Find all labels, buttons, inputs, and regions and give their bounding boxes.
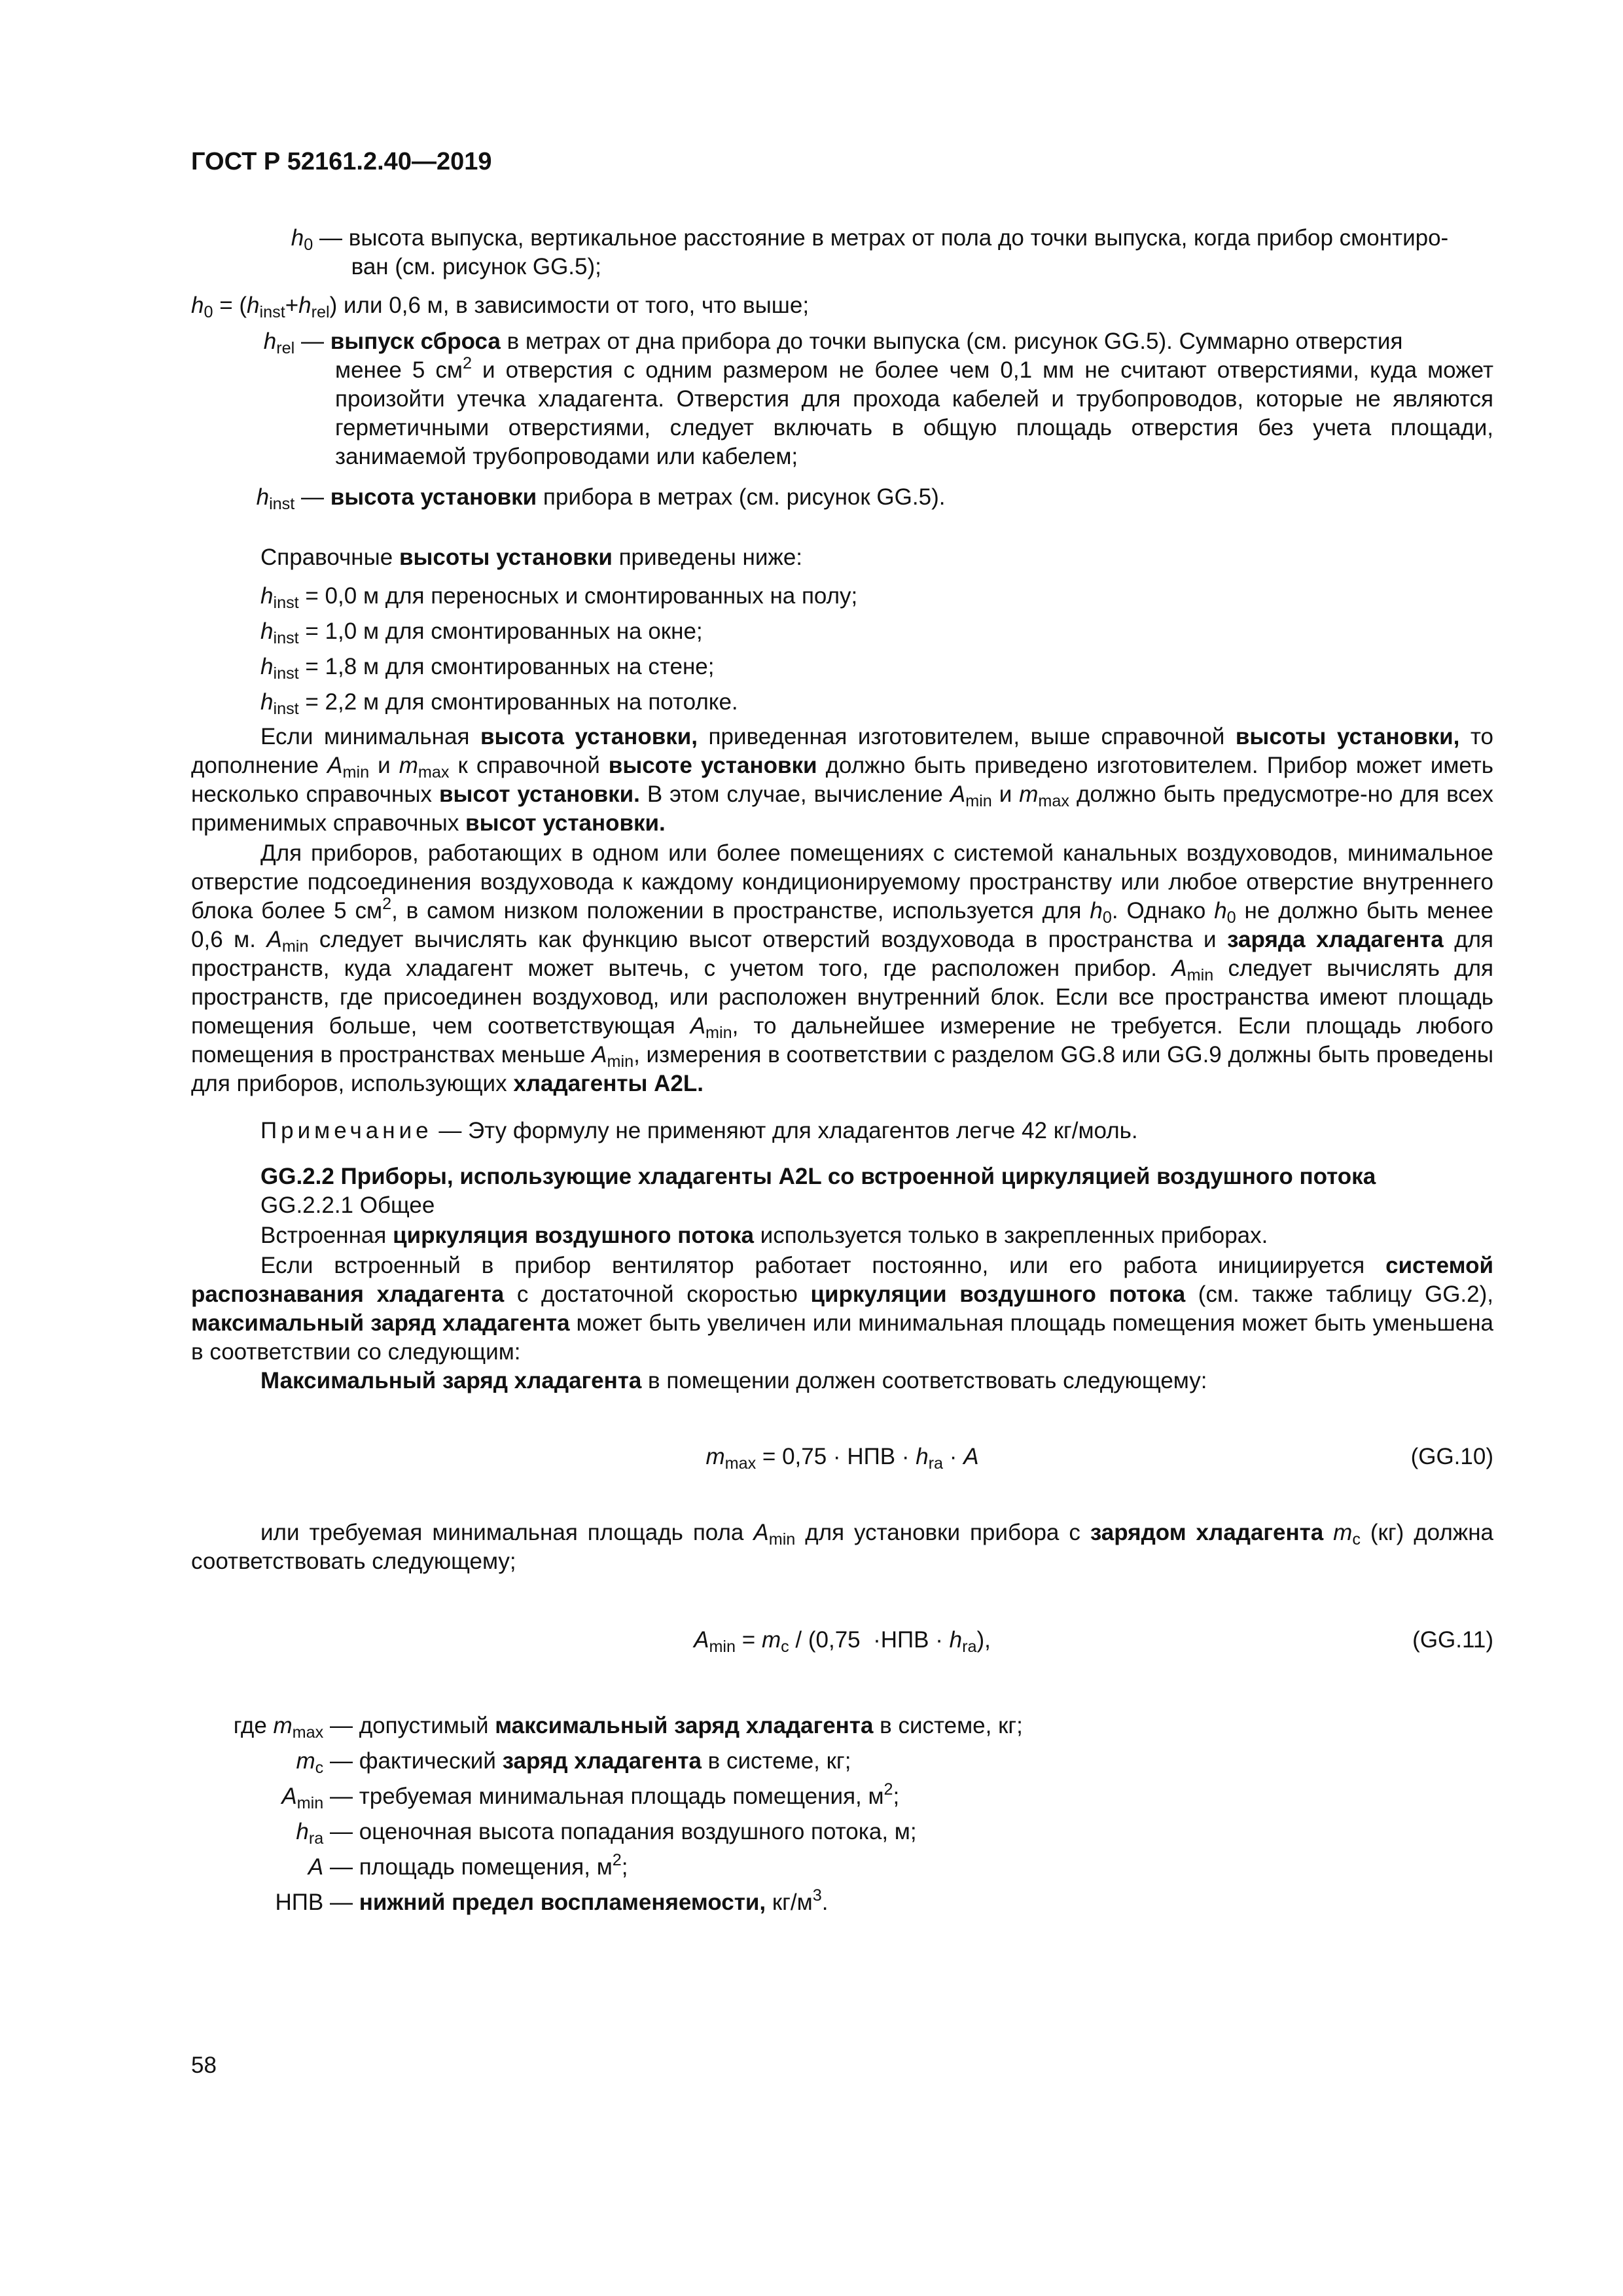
formula-gg10-number: (GG.10) <box>1410 1444 1493 1469</box>
section-title: GG.2.2 Приборы, использующие хладагенты A2L со встроенной циркуляцией воздушного потока <box>260 1164 1376 1189</box>
reference-height-item: $h_{inst} = 1,8$ м для смонтированных на стене; <box>260 654 715 683</box>
term-hinst: $h_{inst}$ <box>256 484 295 514</box>
page-number: 58 <box>191 2053 217 2078</box>
definition-h0 <box>191 224 1493 281</box>
reference-height-item: $h_{inst} = 0,0$ м для переносных и смонтированных на полу; <box>260 583 858 613</box>
where-desc: — оценочная высота попадания воздушного потока, м; <box>330 1819 917 1844</box>
paragraph-max-charge: Максимальный заряд хладагента в помещении должен соответствовать следующему: <box>260 1368 1207 1393</box>
where-item <box>191 1885 1493 1920</box>
subsection-title: GG.2.2.1 Общее <box>260 1193 435 1218</box>
definition-hrel <box>191 327 1493 471</box>
document-page <box>191 0 1493 2296</box>
term-h0: $h_0$ <box>291 225 313 255</box>
paragraph-fan: Если встроенный в прибор вентилятор работает постоянно, или его работа инициируется системой распознавания хладагента с достаточной скоростью циркуляции воздушного потока (см. также таблицу GG.2), максимальный заряд хладагента может быть увеличен или минимальная площадь помещения может быть уменьшена в соответствии со следующим: <box>191 1253 1493 1365</box>
reference-heights-intro: Справочные высоты установки приведены ниже: <box>260 545 803 570</box>
formula-gg10-expression: $m_{max} = 0,75$ · НПВ · $h_{ra} \cdot A$ <box>705 1444 979 1473</box>
where-desc: — допустимый максимальный заряд хладагента в системе, кг; <box>330 1713 1023 1738</box>
where-item <box>191 1814 1493 1850</box>
where-term: $m_c$ <box>296 1748 324 1778</box>
h0-rule: $h_0 = (h_{inst}+h_{rel})$ или 0,6 м, в зависимости от того, что выше; <box>191 293 810 322</box>
formula-gg10 <box>191 1443 1493 1471</box>
reference-heights-list <box>191 579 1493 720</box>
where-item <box>191 1779 1493 1814</box>
paragraph-min-area: или требуемая минимальная площадь пола $A_{min}$ для установки прибора с зарядом хладагента $m_c$ (кг) должна соответствовать следующему; <box>191 1520 1493 1574</box>
where-term: $A_{min}$ <box>281 1784 324 1813</box>
where-item <box>191 1850 1493 1885</box>
paragraph-min-height: Если минимальная высота установки, приведенная изготовителем, выше справочной высоты установки, то дополнение $A_{min}$ и $m_{max}$ к справочной высоте установки должно быть приведено изготовителем. Прибор может иметь несколько справочных высот установки. В этом случае, вычисление $A_{min}$ и $m_{max}$ должно быть предусмотре-но для всех применимых справочных высот установки. <box>191 724 1494 836</box>
formula-gg11-number: (GG.11) <box>1412 1627 1493 1653</box>
where-item <box>191 1744 1493 1779</box>
definition-hinst <box>191 483 1493 512</box>
where-list <box>191 1708 1493 1920</box>
paragraph-builtin: Встроенная циркуляция воздушного потока используется только в закрепленных приборах. <box>260 1223 1268 1248</box>
where-desc: — требуемая минимальная площадь помещения, $м^2$; <box>330 1780 900 1809</box>
reference-height-item: $h_{inst} = 1,0$ м для смонтированных на окне; <box>260 619 703 648</box>
where-term: $h_{ra}$ <box>296 1819 324 1848</box>
where-desc: — площадь помещения, $м^2$; <box>330 1851 628 1880</box>
term-hrel: $h_{rel}$ <box>263 329 295 358</box>
where-item <box>191 1708 1493 1744</box>
where-term: где $m_{max}$ <box>233 1713 324 1742</box>
definition-hinst-text: — высота установки прибора в метрах (см. рисунок GG.5). <box>301 484 946 510</box>
where-desc: — нижний предел воспламеняемости, $кг/м^3$. <box>330 1886 829 1915</box>
paragraph-ducted: Для приборов, работающих в одном или более помещениях с системой канальных воздуховодов, минимальное отверстие подсоединения воздуховода к каждому кондиционируемому пространству или любое отверстие внутреннего блока более 5 $см^2$, в самом низком положении в пространстве, используется для $h_0$. Однако $h_0$ не должно быть менее 0,6 м. $A_{min}$ следует вычислять как функцию высот отверстий воздуховода в пространства и заряда хладагента для пространств, куда хладагент может вытечь, с учетом того, где расположен прибор. $A_{min}$ следует вычислять для пространств, где присоединен воздуховод, или расположен внутренний блок. Если все пространства имеют площадь помещения больше, чем соответствующая $A_{min}$, то дальнейшее измерение не требуется. Если площадь любого помещения в пространствах меньше $A_{min}$, измерения в соответствии с разделом GG.8 или GG.9 должны быть проведены для приборов, использующих хладагенты A2L. <box>191 840 1494 1096</box>
where-term: A <box>308 1854 324 1880</box>
definition-hrel-text: — выпуск сброса в метрах от дна прибора до точки выпуска (см. рисунок GG.5). Суммарно отверстия менее 5 $см^2$ и отверстия с одним размером не более чем 0,1 мм не считают отверстиями, куда может произойти утечка хладагента. Отверстия для прохода кабелей и трубопроводов, которые не являются герметичными отверстиями, следует включать в общую площадь отверстия без учета площади, занимаемой трубопроводами или кабелем; <box>301 329 1493 469</box>
note-label: Примечание <box>260 1118 433 1143</box>
note <box>191 1117 1493 1145</box>
formula-gg11 <box>191 1626 1493 1655</box>
formula-gg11-expression: $A_{min} = m_c / (0,75 \cdot НПВ \cdot h_{ra})$, <box>694 1627 991 1657</box>
note-text: — Эту формулу не применяют для хладагентов легче 42 кг/моль. <box>438 1118 1138 1143</box>
reference-height-item: $h_{inst} = 2,2$ м для смонтированных на потолке. <box>260 689 738 719</box>
where-term: НПВ <box>275 1890 330 1915</box>
definition-h0-text: — высота выпуска, вертикальное расстояние в метрах от пола до точки выпуска, когда прибор смонтиро- ван (см. рисунок GG.5); <box>319 225 1449 279</box>
where-desc: — фактический заряд хладагента в системе, кг; <box>330 1748 851 1774</box>
document-header: ГОСТ Р 52161.2.40—2019 <box>191 148 492 175</box>
